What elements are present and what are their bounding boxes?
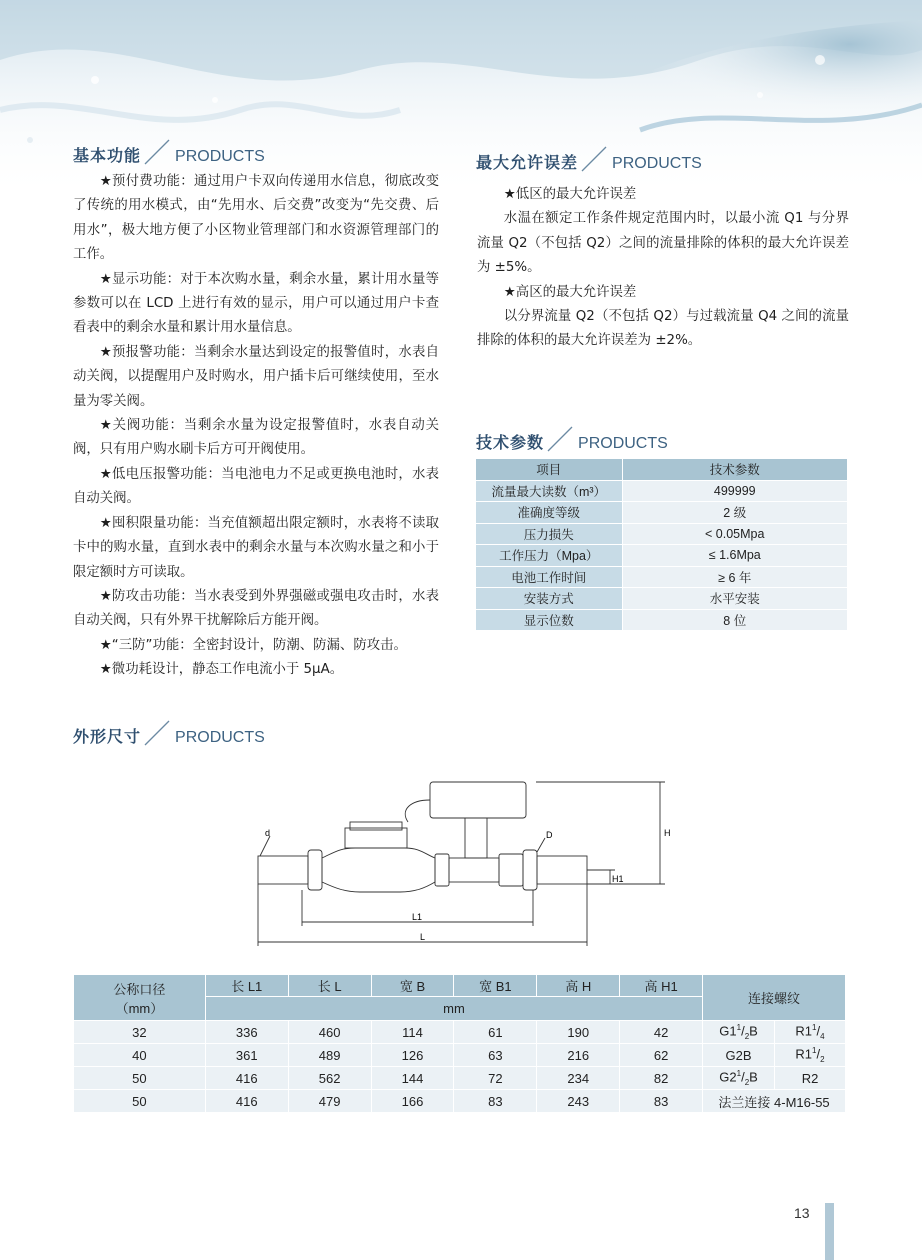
drawing-label-D: D <box>546 830 553 840</box>
table-row <box>74 1067 846 1090</box>
table-cell-thread <box>775 1021 846 1044</box>
section-title-cn: 最大允许误差 <box>476 153 579 172</box>
thread-sub: 2 <box>744 1077 750 1087</box>
thread-sup: 1 <box>736 1023 742 1033</box>
slash-divider-icon <box>143 719 173 747</box>
table-cell: 82 <box>620 1067 703 1090</box>
table-cell: 243 <box>537 1090 620 1113</box>
water-meter-drawing <box>240 770 680 950</box>
drawing-label-L1: L1 <box>412 912 423 922</box>
valve-actuator-box <box>430 782 526 818</box>
paragraph: ★预报警功能：当剩余水量达到设定的报警值时，水表自动关阀，以提醒用户及时购水，用户插卡后可继续使用，至水量为零关阀。 <box>73 344 439 409</box>
paragraph: ★预付费功能：通过用户卡双向传递用水信息，彻底改变了传统的用水模式，由“先用水、后交费”改变为“先交费、后用水”，极大地方便了小区物业管理部门和水资源管理部门的工作。 <box>73 174 439 263</box>
thread-text: B <box>749 1023 758 1039</box>
table-cell-thread <box>775 1044 846 1067</box>
paragraph: ★低区的最大允许误差 <box>503 187 637 202</box>
table-row <box>74 1044 846 1067</box>
table-cell: 234 <box>537 1067 620 1090</box>
table-cell: 50 <box>74 1090 206 1113</box>
section-title-tech <box>476 423 668 453</box>
drawing-label-H1: H1 <box>612 874 624 884</box>
table-header: 高 H1 <box>620 975 703 997</box>
table-header: 宽 B <box>371 975 454 997</box>
table-header: 宽 B1 <box>454 975 537 997</box>
table-cell-thread <box>703 1021 775 1044</box>
left-pipe <box>258 856 308 884</box>
table-cell-thread: R2 <box>775 1067 846 1090</box>
table-cell: 336 <box>205 1021 288 1044</box>
thread-sub: 2 <box>820 1054 825 1064</box>
right-nut <box>523 850 537 890</box>
table-cell: 72 <box>454 1067 537 1090</box>
table-row <box>476 545 847 567</box>
table-cell: 460 <box>288 1021 371 1044</box>
table-header: 长 L1 <box>205 975 288 997</box>
table-header: 技术参数 <box>622 459 847 480</box>
table-row <box>476 588 847 610</box>
table-header-row <box>476 459 847 480</box>
section-title-dims <box>73 717 265 747</box>
register-cap <box>350 822 402 830</box>
slash-divider-icon <box>580 145 610 173</box>
paragraph: ★显示功能：对于本次购水量，剩余水量，累计用水量等参数可以在 LCD 上进行有效的显示，用户可以通过用户卡查看表中的剩余水量和累计用水量信息。 <box>73 271 439 336</box>
max-error-text <box>477 183 849 354</box>
spec-table <box>476 459 847 631</box>
thread-text: G2 <box>719 1069 737 1085</box>
thread-slash: / <box>741 1023 745 1039</box>
table-header-row <box>74 975 846 997</box>
table-header: 长 L <box>288 975 371 997</box>
table-cell: 8 位 <box>622 609 847 631</box>
section-title-en: PRODUCTS <box>612 155 702 172</box>
paragraph: ★微功耗设计，静态工作电流小于 5μA。 <box>99 662 344 678</box>
table-cell: 126 <box>371 1044 454 1067</box>
meter-body <box>322 848 435 892</box>
actuator-stem <box>465 818 487 858</box>
table-cell: 144 <box>371 1067 454 1090</box>
table-cell: ≤ 1.6Mpa <box>622 545 847 567</box>
section-title-error <box>476 143 702 173</box>
table-cell: 499999 <box>622 480 847 502</box>
paragraph: ★关阀功能：当剩余水量为设定报警值时，水表自动关阀，只有用户购水刷卡后方可开阀使用。 <box>73 418 439 458</box>
table-header: 高 H <box>537 975 620 997</box>
table-cell: 安装方式 <box>476 588 622 610</box>
table-header-nominal <box>74 975 206 1021</box>
table-cell: 压力损失 <box>476 523 622 545</box>
paragraph: ★防攻击功能：当水表受到外界强磁或强电攻击时，水表自动关阀，只有外界干扰解除后方能开阀。 <box>73 588 439 629</box>
section-title-cn: 技术参数 <box>476 433 545 452</box>
table-cell: 562 <box>288 1067 371 1090</box>
paragraph: ★囤积限量功能：当充值额超出限定额时，水表将不读取卡中的购水量，直到水表中的剩余水量与本次购水量之和小于限定额时方可读取。 <box>73 515 439 580</box>
thread-sup: 1 <box>736 1069 742 1079</box>
paragraph: 水温在额定工作条件规定范围内时，以最小流 Q1 与分界流量 Q2（不包括 Q2）之间的流量排除的体积的最大允许误差为 ±5%。 <box>477 211 849 276</box>
left-nut <box>308 850 322 890</box>
drawing-label-L: L <box>420 932 426 942</box>
table-cell: 416 <box>205 1067 288 1090</box>
table-cell: 479 <box>288 1090 371 1113</box>
table-cell: ≥ 6 年 <box>622 566 847 588</box>
dimensions-table <box>73 974 846 1113</box>
table-row <box>74 1090 846 1113</box>
table-header-thread: 连接螺纹 <box>703 975 846 1021</box>
right-pipe <box>537 856 587 884</box>
slash-divider-icon <box>546 425 576 453</box>
page-number: 13 <box>794 1205 810 1221</box>
table-cell: 166 <box>371 1090 454 1113</box>
section-title-basic <box>73 136 265 166</box>
table-cell: 水平安装 <box>622 588 847 610</box>
paragraph: ★低电压报警功能：当电池电力不足或更换电池时，水表自动关阀。 <box>73 466 439 507</box>
valve-body <box>449 858 499 882</box>
leader-d <box>260 836 270 856</box>
table-cell: 电池工作时间 <box>476 566 622 588</box>
nominal-unit: （mm） <box>115 1000 164 1016</box>
table-cell-thread: G2B <box>703 1044 775 1067</box>
actuator-cable <box>405 800 430 822</box>
thread-text: R1 <box>795 1023 813 1039</box>
table-cell: 190 <box>537 1021 620 1044</box>
paragraph: ★“三防”功能：全密封设计，防潮、防漏、防攻击。 <box>99 637 407 653</box>
table-cell: 准确度等级 <box>476 502 622 524</box>
paragraph: 以分界流量 Q2（不包括 Q2）与过载流量 Q4 之间的流量排除的体积的最大允许误差为 ±2%。 <box>477 309 849 349</box>
table-cell: 42 <box>620 1021 703 1044</box>
table-cell: 216 <box>537 1044 620 1067</box>
table-cell: 83 <box>454 1090 537 1113</box>
table-row <box>476 480 847 502</box>
page-edge-bar <box>825 1203 834 1260</box>
meter-register <box>345 828 407 848</box>
table-cell: < 0.05Mpa <box>622 523 847 545</box>
thread-text: B <box>749 1069 758 1085</box>
table-row <box>74 1021 846 1044</box>
table-cell-thread <box>703 1067 775 1090</box>
thread-sup: 1 <box>812 1046 817 1056</box>
section-title-en: PRODUCTS <box>578 435 668 452</box>
thread-sub: 4 <box>820 1031 825 1041</box>
table-row <box>476 609 847 631</box>
thread-slash: / <box>816 1023 821 1039</box>
table-cell: 50 <box>74 1067 206 1090</box>
table-cell: 63 <box>454 1044 537 1067</box>
table-header-unit: mm <box>205 997 702 1021</box>
mid-nut <box>435 854 449 886</box>
table-cell: 114 <box>371 1021 454 1044</box>
drawing-label-d: d <box>265 828 271 838</box>
section-title-cn: 基本功能 <box>73 146 142 165</box>
paragraph: ★高区的最大允许误差 <box>503 284 637 300</box>
table-cell: 361 <box>205 1044 288 1067</box>
nominal-label: 公称口径 <box>113 981 166 997</box>
slash-divider-icon <box>143 138 173 166</box>
leader-D <box>537 838 545 852</box>
table-cell: 489 <box>288 1044 371 1067</box>
thread-slash: / <box>741 1069 745 1085</box>
drawing-label-H: H <box>664 828 671 838</box>
table-cell: 61 <box>454 1021 537 1044</box>
table-cell: 流量最大读数（m³） <box>476 480 622 502</box>
table-row <box>476 566 847 588</box>
section-title-en: PRODUCTS <box>175 148 265 165</box>
table-cell: 32 <box>74 1021 206 1044</box>
thread-sup: 1 <box>812 1023 817 1033</box>
table-cell: 62 <box>620 1044 703 1067</box>
table-row <box>476 502 847 524</box>
table-cell: 40 <box>74 1044 206 1067</box>
thread-sub: 2 <box>744 1031 750 1041</box>
thread-text: R1 <box>795 1046 813 1062</box>
valve-nut <box>499 854 523 886</box>
table-cell-flange: 法兰连接 4-M16-55 <box>703 1090 846 1113</box>
table-cell: 83 <box>620 1090 703 1113</box>
table-row <box>476 523 847 545</box>
table-cell: 2 级 <box>622 502 847 524</box>
section-title-en: PRODUCTS <box>175 729 265 746</box>
table-cell: 显示位数 <box>476 609 622 631</box>
section-title-cn: 外形尺寸 <box>73 727 142 746</box>
thread-text: G1 <box>719 1023 737 1039</box>
table-cell: 工作压力（Mpa） <box>476 545 622 567</box>
table-header: 项目 <box>476 459 622 480</box>
thread-slash: / <box>816 1046 821 1062</box>
table-cell: 416 <box>205 1090 288 1113</box>
basic-functions-text <box>73 170 439 683</box>
